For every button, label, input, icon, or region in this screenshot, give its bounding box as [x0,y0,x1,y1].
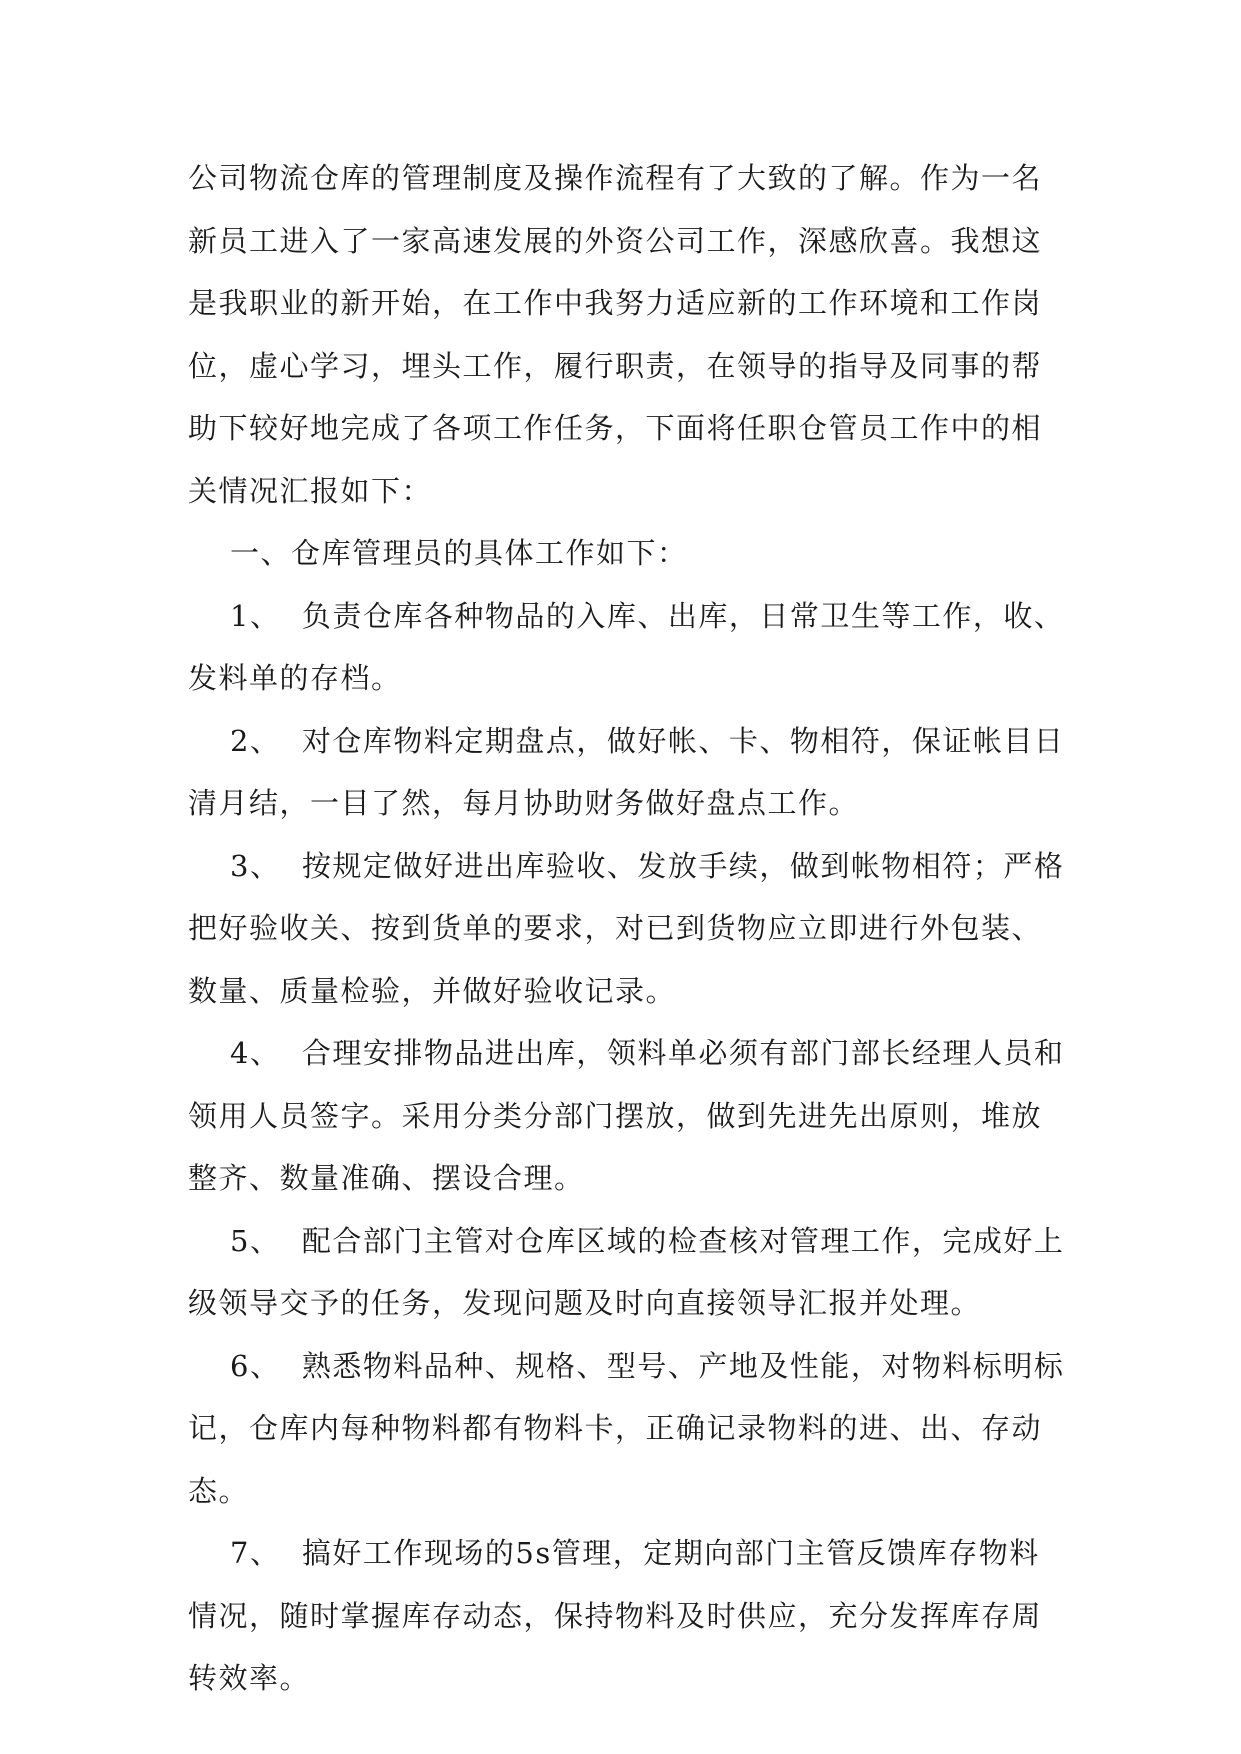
list-item [188,710,1068,835]
item-number: 2、 [230,723,281,758]
item-number: 1、 [230,598,281,633]
list-item [188,1022,1068,1210]
list-item [188,1210,1068,1335]
document-body [188,147,1068,1710]
list-item [188,1522,1068,1710]
item-number: 4、 [230,1036,281,1070]
item-text: 对仓库物料定期盘点，做好帐、卡、物相符，保证帐目日清月结，一目了然，每月协助财务做好盘点工作。 [188,723,1065,820]
item-text: 熟悉物料品种、规格、型号、产地及性能，对物料标明标记，仓库内每种物料都有物料卡，正确记录物料的进、出、存动态。 [188,1348,1065,1508]
item-number: 7、 [230,1536,281,1570]
item-text: 配合部门主管对仓库区域的检查核对管理工作，完成好上级领导交予的任务，发现问题及时向直接领导汇报并处理。 [188,1223,1065,1320]
item-number: 5、 [230,1223,281,1258]
list-item [188,1335,1068,1523]
section-heading: 一、仓库管理员的具体工作如下： [230,536,688,570]
intro-paragraph: 公司物流仓库的管理制度及操作流程有了大致的了解。作为一名新员工进入了一家高速发展的外资公司工作，深感欣喜。我想这是我职业的新开始，在工作中我努力适应新的工作环境和工作岗位，虚心学习，埋头工作，履行职责，在领导的指导及同事的帮助下较好地完成了各项工作任务，下面将任职仓管员工作中的相关情况汇报如下： [188,161,1043,508]
list-item [188,585,1068,710]
item-number: 6、 [230,1348,281,1383]
item-number: 3、 [230,848,281,883]
item-text: 搞好工作现场的5s管理，定期向部门主管反馈库存物料情况，随时掌握库存动态，保持物料及时供应，充分发挥库存周转效率。 [188,1536,1043,1695]
item-text: 按规定做好进出库验收、发放手续，做到帐物相符；严格把好验收关、按到货单的要求，对已到货物应立即进行外包装、数量、质量检验，并做好验收记录。 [188,848,1065,1008]
item-text: 合理安排物品进出库，领料单必须有部门部长经理人员和领用人员签字。采用分类分部门摆放，做到先进先出原则，堆放整齐、数量准确、摆设合理。 [188,1036,1065,1195]
list-item [188,835,1068,1023]
item-text: 负责仓库各种物品的入库、出库，日常卫生等工作，收、发料单的存档。 [188,598,1065,695]
